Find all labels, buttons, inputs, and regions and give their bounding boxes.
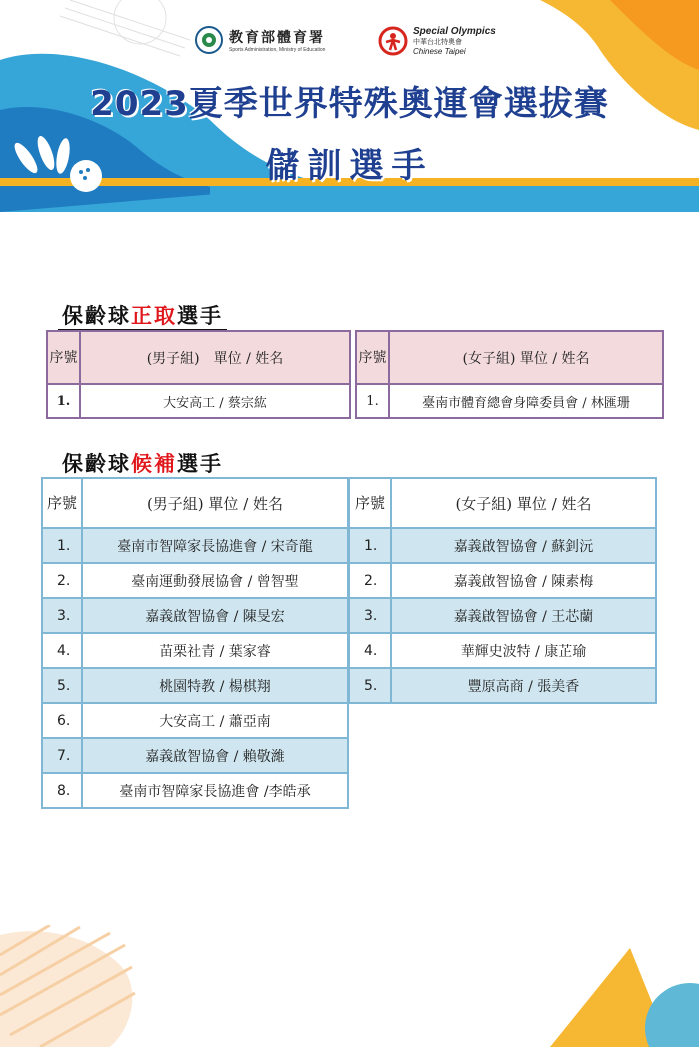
female-entry: 嘉義啟智協會 / 王芯蘭 — [391, 598, 656, 633]
male-entry: 大安高工 / 蔡宗紘 — [80, 384, 350, 418]
male-entry: 大安高工 / 蕭亞南 — [82, 703, 348, 738]
table-row — [42, 668, 656, 703]
female-entry: 臺南市體育總會身障委員會 / 林匯珊 — [389, 384, 663, 418]
female-number: 2. — [349, 563, 391, 598]
female-number: 1. — [356, 384, 389, 418]
female-entry: 華輝史波特 / 康芷瑜 — [391, 633, 656, 668]
header-banner — [0, 0, 699, 212]
table-row — [42, 738, 656, 773]
table-row — [42, 563, 656, 598]
so-logo-zh: 中華台北特奧會 — [413, 38, 462, 46]
male-number: 2. — [42, 563, 82, 598]
empty-cell — [349, 738, 391, 773]
male-entry: 臺南市智障家長協進會 / 宋奇龍 — [82, 528, 348, 563]
male-entry: 臺南市智障家長協進會 /李皓承 — [82, 773, 348, 808]
male-entry: 桃園特教 / 楊棋翔 — [82, 668, 348, 703]
female-entry: 豐原高商 / 張美香 — [391, 668, 656, 703]
male-number: 5. — [42, 668, 82, 703]
female-number: 1. — [349, 528, 391, 563]
footer-decoration-right — [540, 948, 699, 1047]
alternate-players-table — [41, 477, 657, 809]
empty-cell — [349, 703, 391, 738]
seq-header: 序號 — [356, 331, 389, 384]
section1-title-highlight: 正取 — [131, 303, 177, 328]
table-row — [42, 703, 656, 738]
male-number: 3. — [42, 598, 82, 633]
section-title-alternate — [62, 448, 223, 478]
section2-title-prefix: 保齡球 — [62, 451, 131, 476]
moe-seal-icon — [195, 26, 223, 54]
male-number: 1. — [42, 528, 82, 563]
footer-decoration-left — [0, 925, 140, 1047]
female-header: (女子組) 單位 / 姓名 — [389, 331, 663, 384]
table-row — [47, 384, 663, 418]
empty-cell — [349, 773, 391, 808]
section1-title-prefix: 保齡球 — [62, 303, 131, 328]
female-number: 5. — [349, 668, 391, 703]
page-subtitle: 儲訓選手 — [265, 146, 434, 186]
section2-title-suffix: 選手 — [177, 451, 223, 476]
female-number: 4. — [349, 633, 391, 668]
male-header: (男子組) 單位 / 姓名 — [80, 331, 350, 384]
section2-title-highlight: 候補 — [131, 451, 177, 476]
org-logo-subtext: Sports Administration, Ministry of Education — [229, 47, 326, 53]
special-olympics-logo — [378, 26, 496, 56]
male-number: 4. — [42, 633, 82, 668]
so-logo-en: Special Olympics — [413, 26, 496, 37]
regular-players-table — [46, 330, 664, 419]
female-number: 3. — [349, 598, 391, 633]
table-row — [42, 773, 656, 808]
male-entry: 嘉義啟智協會 / 賴敬濰 — [82, 738, 348, 773]
page-title: 2023夏季世界特殊奧運會選拔賽 — [90, 84, 609, 124]
so-logo-en2: Chinese Taipei — [413, 47, 466, 56]
seq-header: 序號 — [42, 478, 82, 528]
sports-administration-logo — [195, 26, 325, 54]
section1-title-suffix: 選手 — [177, 303, 223, 328]
male-entry: 嘉義啟智協會 / 陳旻宏 — [82, 598, 348, 633]
table-row — [42, 528, 656, 563]
male-number: 8. — [42, 773, 82, 808]
org-logo-text: 教育部體育署 — [229, 30, 325, 46]
table-row — [42, 633, 656, 668]
male-number: 6. — [42, 703, 82, 738]
empty-cell — [391, 703, 656, 738]
male-number: 1. — [47, 384, 80, 418]
male-header: (男子組) 單位 / 姓名 — [82, 478, 348, 528]
male-entry: 臺南運動發展協會 / 曾智聖 — [82, 563, 348, 598]
empty-cell — [391, 773, 656, 808]
seq-header: 序號 — [47, 331, 80, 384]
male-entry: 苗栗社青 / 葉家睿 — [82, 633, 348, 668]
section-title-regular — [62, 300, 223, 330]
table-row — [42, 598, 656, 633]
seq-header: 序號 — [349, 478, 391, 528]
table-header-row — [42, 478, 656, 528]
special-olympics-mark-icon — [378, 26, 408, 56]
male-number: 7. — [42, 738, 82, 773]
female-entry: 嘉義啟智協會 / 蘇釗沅 — [391, 528, 656, 563]
female-entry: 嘉義啟智協會 / 陳素梅 — [391, 563, 656, 598]
empty-cell — [391, 738, 656, 773]
female-header: (女子組) 單位 / 姓名 — [391, 478, 656, 528]
table-header-row — [47, 331, 663, 384]
